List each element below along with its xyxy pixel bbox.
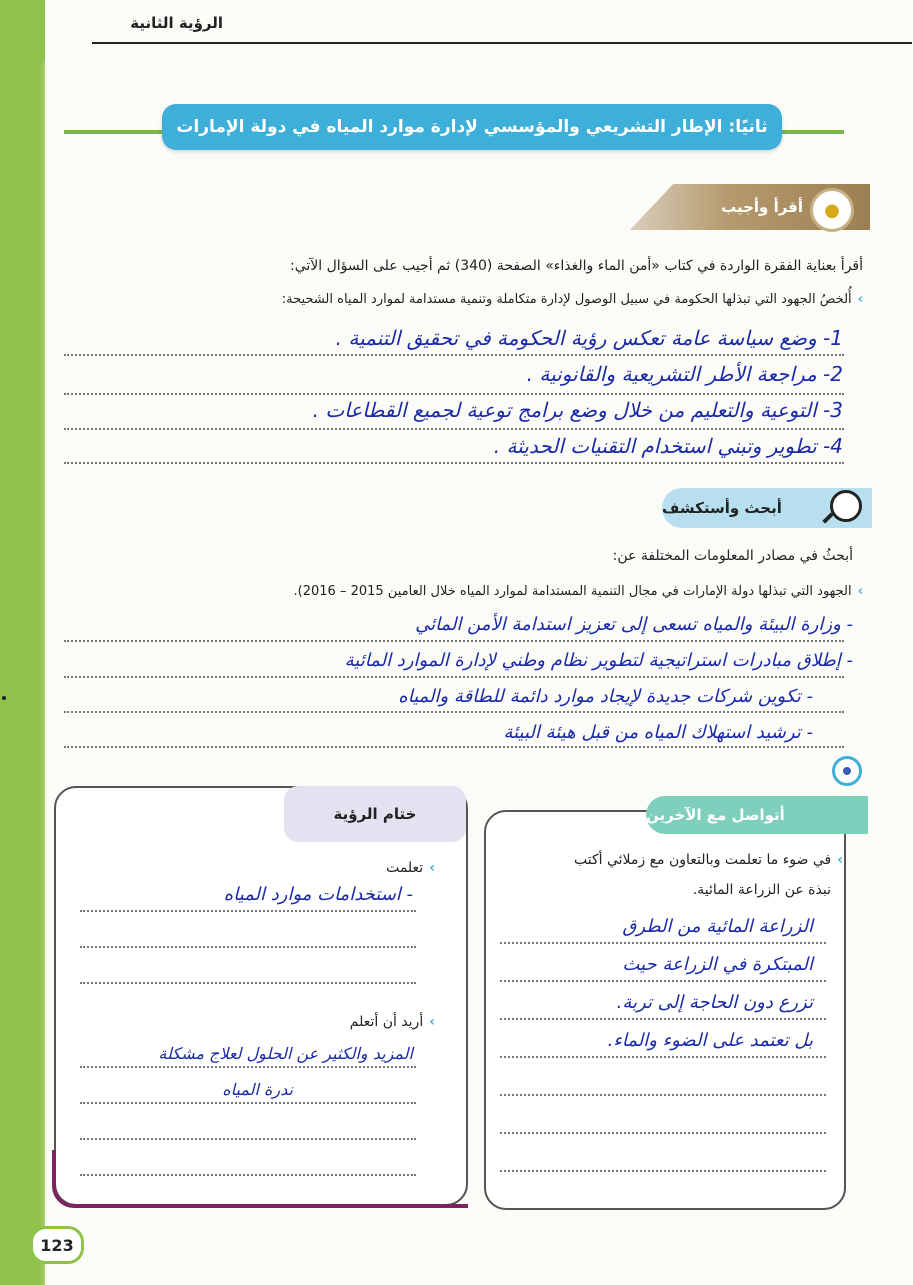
magnifier-icon [830, 490, 862, 522]
answer-line [500, 1056, 826, 1058]
answer-line [64, 428, 844, 430]
handwritten-answer: بل تعتمد على الضوء والماء. [607, 1030, 813, 1051]
margin-dot [2, 696, 6, 700]
answer-line [64, 640, 844, 642]
chevron-icon: › [857, 584, 863, 599]
target-center [843, 767, 851, 775]
answer-line [80, 1174, 416, 1176]
answer-line [80, 982, 416, 984]
answer-line [80, 1066, 416, 1068]
research-tab: أبحث وأستكشف [662, 488, 872, 528]
handwritten-answer: المبتكرة في الزراعة حيث [622, 954, 813, 975]
read-question-text: أُلخصُ الجهود التي تبذلها الحكومة في سبيل الوصول لإدارة متكاملة وتنمية مستدامة لموارد المياه الشحيحة: [281, 292, 852, 307]
handwritten-answer: - تكوين شركات جديدة لإيجاد موارد دائمة للطاقة والمياه [398, 686, 813, 707]
learned-label [386, 860, 435, 876]
handwritten-answer: الزراعة المائية من الطرق [622, 916, 813, 937]
handwritten-answer: 4- تطوير وتبني استخدام التقنيات الحديثة . [493, 434, 843, 458]
page-number: 123 [30, 1226, 84, 1264]
chevron-icon: › [857, 292, 863, 307]
handwritten-answer: 1- وضع سياسة عامة تعكس رؤية الحكومة في تحقيق التنمية . [335, 326, 843, 350]
handwritten-answer: - وزارة البيئة والمياه تسعى إلى تعزيز استدامة الأمن المائي [415, 614, 853, 635]
answer-line [64, 676, 844, 678]
read-intro: أقرأ بعناية الفقرة الواردة في كتاب «أمن الماء والغذاء» الصفحة (340) ثم أجيب على السؤال الآتي: [289, 258, 863, 274]
lightbulb-icon: ● [810, 188, 854, 232]
handwritten-answer: - استخدامات موارد المياه [223, 884, 413, 905]
handwritten-answer: 3- التوعية والتعليم من خلال وضع برامج توعية لجميع القطاعات . [312, 398, 843, 422]
research-question [294, 584, 864, 599]
handwritten-answer: - ترشيد استهلاك المياه من قبل هيئة البيئة [503, 722, 813, 743]
chevron-icon: › [429, 860, 435, 876]
closing-box-accent [52, 1150, 468, 1208]
closing-tab: ختام الرؤية [284, 786, 466, 842]
handwritten-answer: ندرة المياه [222, 1080, 293, 1099]
section-title: ثانيًا: الإطار التشريعي والمؤسسي لإدارة موارد المياه في دولة الإمارات [162, 104, 782, 150]
answer-line [64, 354, 844, 356]
communicate-prompt-2: نبذة عن الزراعة المائية. [692, 882, 831, 898]
communicate-tab: أتواصل مع الآخرين [646, 796, 868, 834]
answer-line [64, 711, 844, 713]
handwritten-answer: المزيد والكثير عن الحلول لعلاج مشكلة [158, 1044, 413, 1063]
answer-line [80, 946, 416, 948]
chevron-icon: › [429, 1014, 435, 1030]
learned-label-text: تعلمت [386, 860, 424, 876]
read-answer-label: أقرأ وأجيب [721, 198, 803, 216]
answer-line [64, 462, 844, 464]
answer-line [500, 1094, 826, 1096]
handwritten-answer: تزرع دون الحاجة إلى تربة. [616, 992, 813, 1013]
communicate-prompt-1 [574, 852, 843, 868]
want-label [350, 1014, 435, 1030]
answer-line [64, 393, 844, 395]
target-icon [832, 756, 862, 786]
header-rule [92, 42, 912, 44]
answer-line [80, 1138, 416, 1140]
answer-line [500, 1018, 826, 1020]
answer-line [64, 746, 844, 748]
answer-line [500, 942, 826, 944]
answer-line [80, 1102, 416, 1104]
chevron-icon: › [837, 852, 843, 868]
research-question-text: الجهود التي تبذلها دولة الإمارات في مجال التنمية المستدامة لموارد المياه خلال العامين 2015 – 2016). [293, 584, 852, 599]
research-intro: أبحثُ في مصادر المعلومات المختلفة عن: [612, 548, 853, 564]
answer-line [500, 1132, 826, 1134]
closing-box [54, 786, 468, 1206]
answer-line [80, 910, 416, 912]
vision-title: الرؤية الثانية [130, 14, 223, 32]
read-question [282, 292, 863, 307]
answer-line [500, 1170, 826, 1172]
answer-line [500, 980, 826, 982]
communicate-prompt-text: في ضوء ما تعلمت وبالتعاون مع زملائي أكتب [573, 852, 832, 868]
handwritten-answer: 2- مراجعة الأطر التشريعية والقانونية . [526, 362, 843, 386]
handwritten-answer: - إطلاق مبادرات استراتيجية لتطوير نظام وطني لإدارة الموارد المائية [344, 650, 853, 671]
want-label-text: أريد أن أتعلم [349, 1014, 424, 1030]
